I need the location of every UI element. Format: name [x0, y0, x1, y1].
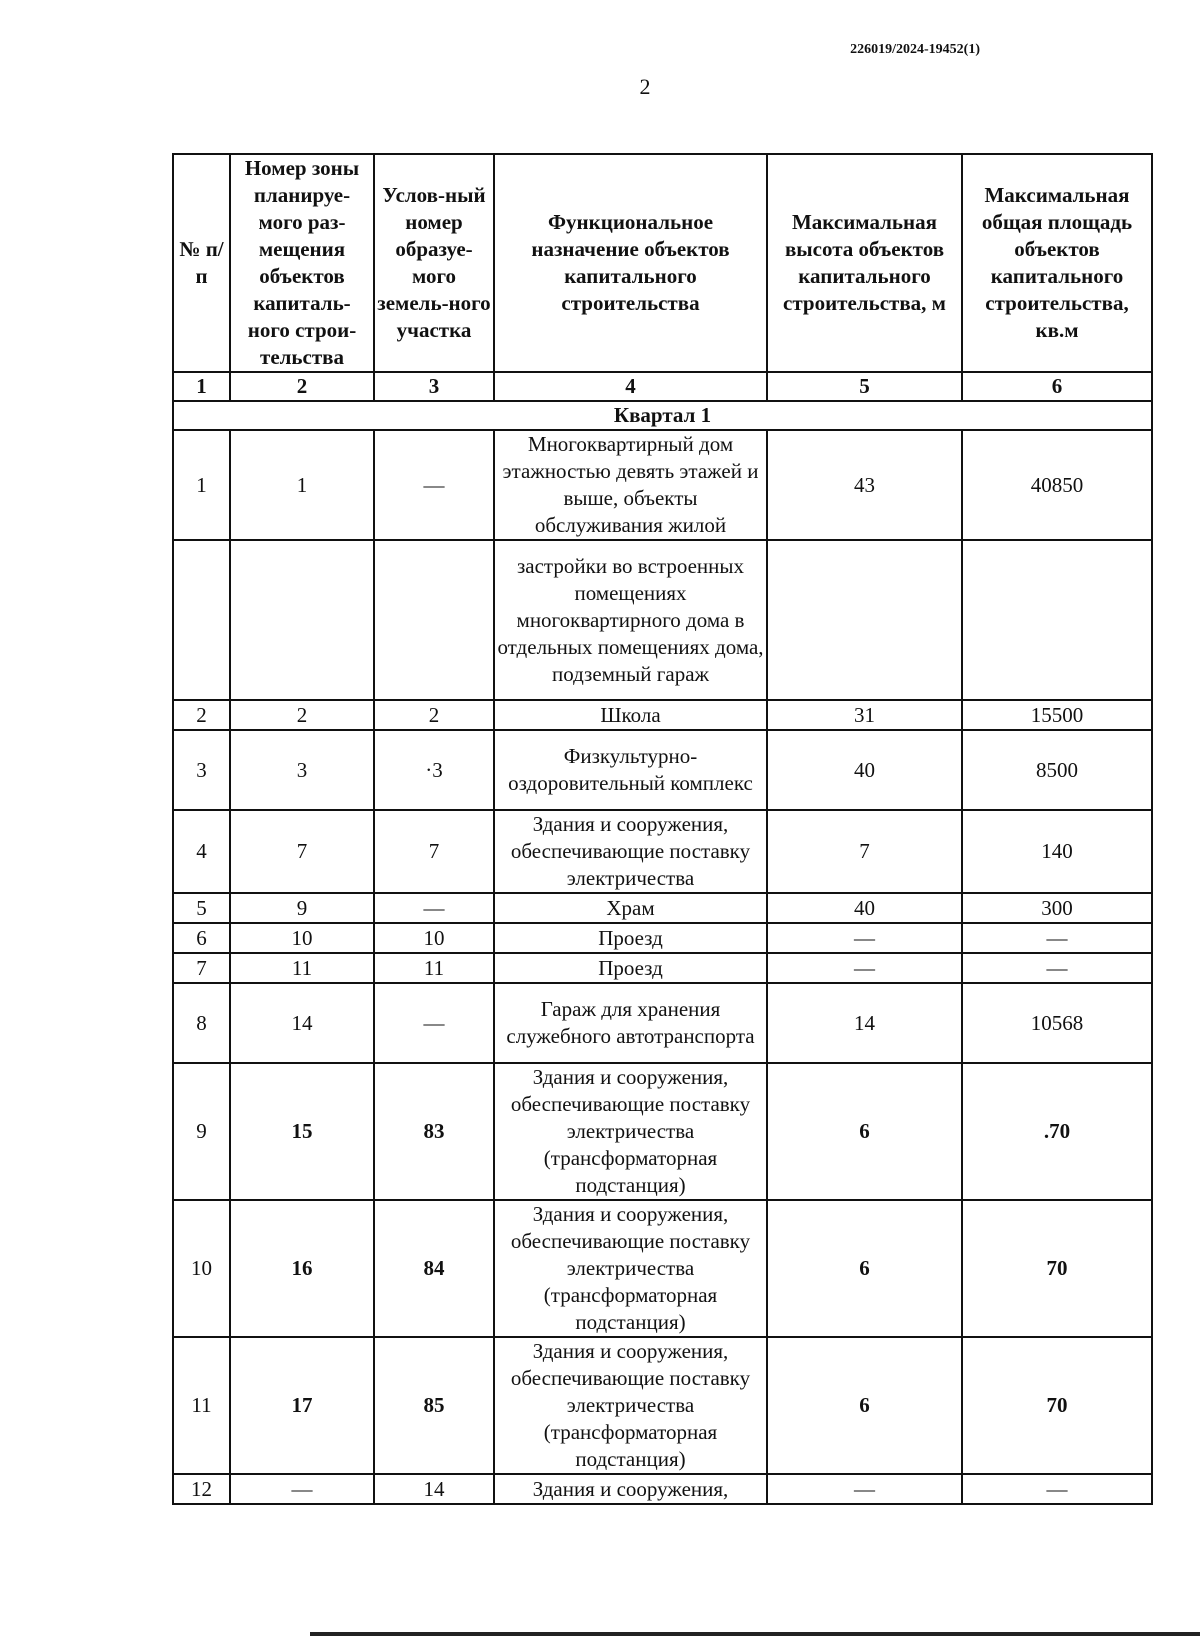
table-row	[173, 1200, 1152, 1337]
cell-max-area: 300	[962, 893, 1152, 923]
cell-max-area: .70	[962, 1063, 1152, 1200]
table-row	[173, 893, 1152, 923]
cell-purpose: Проезд	[494, 923, 767, 953]
table-row	[173, 700, 1152, 730]
section-title: Квартал 1	[173, 401, 1152, 430]
cell-max-height: 6	[767, 1200, 962, 1337]
cell-plot-number: 2	[374, 700, 494, 730]
table-row	[173, 1337, 1152, 1474]
cell-max-height: 40	[767, 893, 962, 923]
cell-plot-number	[374, 540, 494, 700]
cell-plot-number: 11	[374, 953, 494, 983]
cell-zone-number: 2	[230, 700, 374, 730]
cell-row-number: 3	[173, 730, 230, 810]
table-row	[173, 730, 1152, 810]
cell-purpose: Здания и сооружения, обеспечивающие поставку электричества (трансформаторная подстанция)	[494, 1063, 767, 1200]
cell-row-number: 10	[173, 1200, 230, 1337]
cell-zone-number: 1	[230, 430, 374, 540]
header-plot-number: Услов-ный номер образуе-мого земель-ного участка	[374, 154, 494, 372]
cell-zone-number: 7	[230, 810, 374, 893]
cell-row-number	[173, 540, 230, 700]
cell-zone-number: 3	[230, 730, 374, 810]
cell-max-area: 10568	[962, 983, 1152, 1063]
table-row	[173, 953, 1152, 983]
cell-row-number: 7	[173, 953, 230, 983]
cell-row-number: 11	[173, 1337, 230, 1474]
cell-max-area: 40850	[962, 430, 1152, 540]
cell-purpose: Физкультурно-оздоровительный комплекс	[494, 730, 767, 810]
cell-row-number: 6	[173, 923, 230, 953]
column-number-row	[173, 372, 1152, 401]
table-row	[173, 1063, 1152, 1200]
cell-plot-number: —	[374, 983, 494, 1063]
cell-max-height: 14	[767, 983, 962, 1063]
cell-zone-number: 14	[230, 983, 374, 1063]
page-number: 2	[639, 74, 651, 99]
cell-max-height: 6	[767, 1063, 962, 1200]
cell-max-height: —	[767, 953, 962, 983]
cell-row-number: 2	[173, 700, 230, 730]
column-number: 5	[767, 372, 962, 401]
cell-zone-number	[230, 540, 374, 700]
cell-max-height: 40	[767, 730, 962, 810]
table-row	[173, 983, 1152, 1063]
table-row	[173, 810, 1152, 893]
document-registration-number: 226019/2024-19452(1)	[850, 42, 980, 57]
cell-plot-number: 85	[374, 1337, 494, 1474]
cell-purpose: Здания и сооружения,	[494, 1474, 767, 1504]
table-row	[173, 430, 1152, 540]
cell-plot-number: —	[374, 430, 494, 540]
cell-plot-number: 83	[374, 1063, 494, 1200]
section-row	[173, 401, 1152, 430]
cell-max-height: 31	[767, 700, 962, 730]
cell-max-area: —	[962, 923, 1152, 953]
header-max-area: Максимальная общая площадь объектов капитального строительства, кв.м	[962, 154, 1152, 372]
cell-zone-number: 11	[230, 953, 374, 983]
header-functional-purpose: Функциональное назначение объектов капитального строительства	[494, 154, 767, 372]
column-number: 3	[374, 372, 494, 401]
cell-row-number: 4	[173, 810, 230, 893]
cell-plot-number: ·3	[374, 730, 494, 810]
cell-max-height	[767, 540, 962, 700]
header-zone-number: Номер зоны планируе-мого раз-мещения объектов капиталь-ного строи-тельства	[230, 154, 374, 372]
cell-max-height: —	[767, 1474, 962, 1504]
cell-plot-number: 10	[374, 923, 494, 953]
table-row	[173, 540, 1152, 700]
table-header-row	[173, 154, 1152, 372]
capital-construction-table	[172, 153, 1153, 1505]
header-max-height: Максимальная высота объектов капитального строительства, м	[767, 154, 962, 372]
header-row-number: № п/п	[173, 154, 230, 372]
cell-row-number: 9	[173, 1063, 230, 1200]
cell-purpose: Проезд	[494, 953, 767, 983]
cell-max-area: 15500	[962, 700, 1152, 730]
cell-row-number: 8	[173, 983, 230, 1063]
cell-plot-number: —	[374, 893, 494, 923]
cell-zone-number: 10	[230, 923, 374, 953]
cell-zone-number: 15	[230, 1063, 374, 1200]
cell-zone-number: —	[230, 1474, 374, 1504]
column-number: 1	[173, 372, 230, 401]
table-row	[173, 1474, 1152, 1504]
cell-purpose: Школа	[494, 700, 767, 730]
cell-row-number: 1	[173, 430, 230, 540]
column-number: 2	[230, 372, 374, 401]
table-row	[173, 923, 1152, 953]
cell-zone-number: 17	[230, 1337, 374, 1474]
cell-purpose: Гараж для хранения служебного автотранспорта	[494, 983, 767, 1063]
cell-max-area: —	[962, 1474, 1152, 1504]
cell-plot-number: 7	[374, 810, 494, 893]
cell-purpose: Многоквартирный дом этажностью девять этажей и выше, объекты обслуживания жилой	[494, 430, 767, 540]
cell-purpose: Храм	[494, 893, 767, 923]
cell-purpose: Здания и сооружения, обеспечивающие поставку электричества (трансформаторная подстанция)	[494, 1337, 767, 1474]
cell-max-area: 8500	[962, 730, 1152, 810]
cell-zone-number: 9	[230, 893, 374, 923]
cell-row-number: 12	[173, 1474, 230, 1504]
cell-zone-number: 16	[230, 1200, 374, 1337]
cell-max-height: 43	[767, 430, 962, 540]
cell-plot-number: 84	[374, 1200, 494, 1337]
cell-max-area: 140	[962, 810, 1152, 893]
scan-edge-line	[310, 1632, 1200, 1636]
cell-max-height: —	[767, 923, 962, 953]
cell-max-area	[962, 540, 1152, 700]
column-number: 4	[494, 372, 767, 401]
cell-purpose: застройки во встроенных помещениях многоквартирного дома в отдельных помещениях дома, подземный гараж	[494, 540, 767, 700]
cell-max-height: 7	[767, 810, 962, 893]
cell-max-area: —	[962, 953, 1152, 983]
cell-row-number: 5	[173, 893, 230, 923]
column-number: 6	[962, 372, 1152, 401]
cell-max-area: 70	[962, 1337, 1152, 1474]
cell-max-height: 6	[767, 1337, 962, 1474]
cell-purpose: Здания и сооружения, обеспечивающие поставку электричества	[494, 810, 767, 893]
cell-purpose: Здания и сооружения, обеспечивающие поставку электричества (трансформаторная подстанция)	[494, 1200, 767, 1337]
cell-max-area: 70	[962, 1200, 1152, 1337]
cell-plot-number: 14	[374, 1474, 494, 1504]
